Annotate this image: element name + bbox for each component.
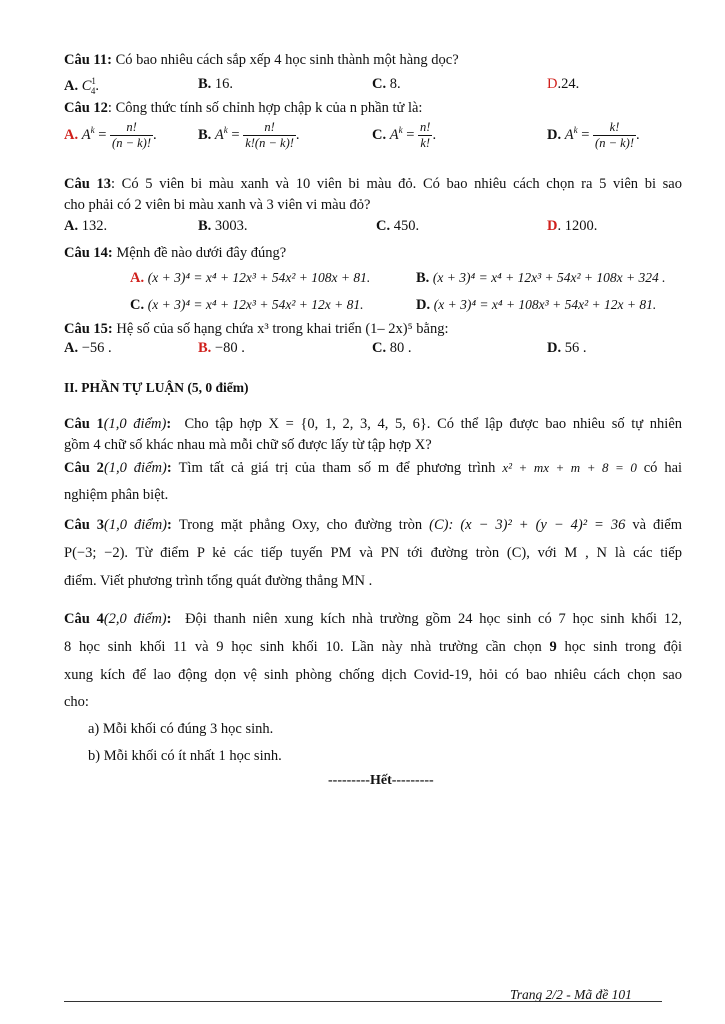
q11-option-c: C. 8. (372, 76, 401, 92)
q11-option-b: B. 16. (198, 76, 234, 92)
q13-option-d: D. 1200. (547, 218, 598, 234)
q12-option-c: C. $A^k$ = $\frac{n!}{k!}$ . (372, 120, 437, 150)
q12-option-b: B. $A^k$ = $\frac{n!}{k!(n - k)!}$ . (198, 120, 300, 150)
question-text: Mệnh đề nào dưới đây đúng? (116, 245, 287, 261)
problem-3-line3: điểm. Viết phương trình tổng quát đường thẳng MN . (64, 573, 373, 589)
problem-1: Câu 1(1,0 điểm): Cho tập hợp X = {0, 1, 2, 3, 4, 5, 6}. Có thể lập được bao nhiêu số tự nhiên (64, 416, 682, 432)
question-label: Câu 14: (64, 245, 113, 261)
question-label: Câu 12 (64, 100, 108, 116)
question-13 (64, 176, 682, 193)
question-text: Có bao nhiêu cách sắp xếp 4 học sinh thành một hàng dọc? (115, 52, 459, 68)
problem-4-line2: 8 học sinh khối 11 và 9 học sinh khối 10. Lần này nhà trường cần chọn 9 học sinh trong đội (64, 639, 683, 655)
fraction: $\frac{n!}{k!(n - k)!}$ (245, 120, 294, 150)
q12-option-d: D. $A^k$ = $\frac{k!}{(n - k)!}$ . (547, 120, 640, 150)
q14-option-c: C. (x + 3)⁴ = x⁴ + 12x³ + 54x² + 12x + 81. (130, 297, 364, 313)
end-marker: ---------Hết--------- (328, 773, 434, 788)
question-14 (64, 245, 286, 262)
question-15 (64, 321, 449, 338)
question-13-line2: cho phải có 2 viên bi màu xanh và 3 viên vi màu đỏ? (64, 197, 371, 213)
q15-option-c: C. 80 . (372, 340, 412, 356)
problem-2: Câu 2(1,0 điểm): Tìm tất cả giá trị của tham số m để phương trình x² + mx + m + 8 = 0 có hai (64, 460, 683, 476)
q14-option-b: B. (x + 3)⁴ = x⁴ + 12x³ + 54x² + 108x + 324 . (416, 270, 666, 286)
q13-option-a: A. 132. (64, 218, 108, 234)
problem-4-sub-a: a) Mỗi khối có đúng 3 học sinh. (88, 721, 274, 737)
question-text: : Công thức tính số chỉnh hợp chập k của n phần tử là: (107, 100, 423, 116)
q15-option-d: D. 56 . (547, 340, 587, 356)
q15-option-b: B. −80 . (198, 340, 245, 356)
problem-4-sub-b: b) Mỗi khối có ít nhất 1 học sinh. (88, 748, 282, 764)
q12-option-a: A. $A^k$ = $\frac{n!}{(n - k)!}$ . (64, 120, 157, 150)
problem-3: Câu 3(1,0 điểm): Trong mặt phẳng Oxy, cho đường tròn (C): (x − 3)² + (y − 4)² = 36 và điểm (64, 517, 683, 533)
problem-3-line2: P(−3; −2). Từ điểm P kẻ các tiếp tuyến PM và PN tới đường tròn (C), với M , N là các tiếp (64, 545, 682, 561)
question-text: : Có 5 viên bi màu xanh và 10 viên bi màu đỏ. Có bao nhiêu cách chọn ra 5 viên bi sao (110, 176, 682, 192)
question-12 (64, 100, 422, 117)
section-heading: II. PHẦN TỰ LUẬN (5, 0 điểm) (64, 380, 249, 395)
fraction: $\frac{k!}{(n - k)!}$ (595, 120, 635, 150)
problem-2-line2: nghiệm phân biệt. (64, 487, 169, 503)
fraction: $\frac{n!}{(n - k)!}$ (112, 120, 152, 150)
q14-option-d: D. (x + 3)⁴ = x⁴ + 108x³ + 54x² + 12x + 81. (416, 297, 657, 313)
problem-4-line3: xung kích để lao động dọn vệ sinh phòng chống dịch Covid-19, hỏi có bao nhiêu cách chọn sao (64, 667, 682, 683)
question-text: Hệ số của số hạng chứa x³ trong khai triển (1– 2x)⁵ bằng: (116, 321, 449, 337)
fraction: $\frac{n!}{k!}$ (420, 120, 431, 150)
q13-option-c: C. 450. (376, 218, 420, 234)
q11-option-a: A. $C^1_4$. (64, 76, 100, 96)
problem-4: Câu 4(2,0 điểm): Đội thanh niên xung kích nhà trường gồm 24 học sinh có 7 học sinh khối 12, (64, 611, 682, 627)
question-label: Câu 15: (64, 321, 113, 337)
page-footer: Trang 2/2 - Mã đề 101 (510, 987, 632, 1002)
q15-option-a: A. −56 . (64, 340, 112, 356)
q11-option-d: D.24. (547, 76, 580, 92)
problem-4-line4: cho: (64, 694, 89, 710)
question-label: Câu 13 (64, 176, 111, 192)
question-label: Câu 11: (64, 52, 112, 68)
q14-option-a: A. (x + 3)⁴ = x⁴ + 12x³ + 54x² + 108x + 81. (130, 270, 371, 286)
question-11 (64, 52, 459, 69)
footer-rule (64, 1001, 662, 1002)
q13-option-b: B. 3003. (198, 218, 248, 234)
problem-1-line2: gồm 4 chữ số khác nhau mà mỗi chữ số được lấy từ tập hợp X? (64, 437, 432, 453)
